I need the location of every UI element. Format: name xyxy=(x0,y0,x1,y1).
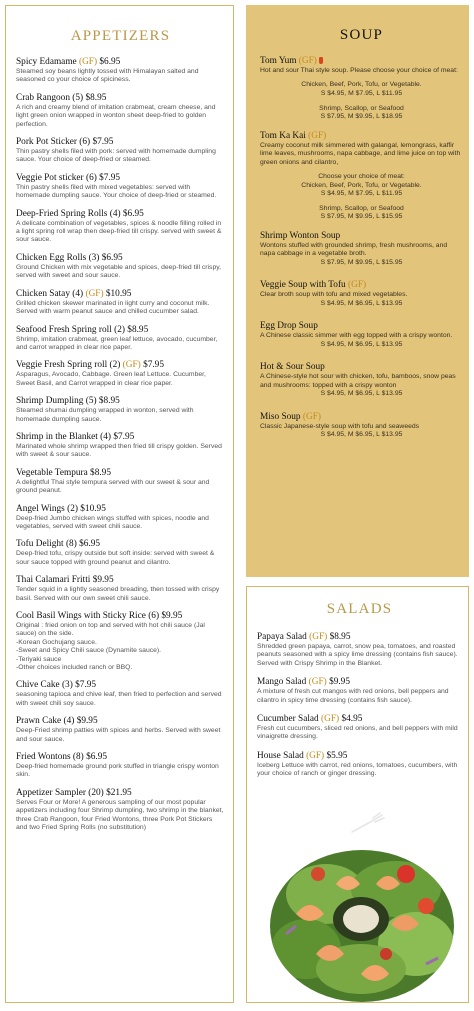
item-heading xyxy=(16,432,225,443)
salads-title: SALADS xyxy=(326,601,393,617)
item-heading xyxy=(16,289,225,300)
item-heading xyxy=(260,412,463,423)
item-heading xyxy=(16,504,225,515)
meat-options: Shrimp, Scallop, or Seafood xyxy=(319,104,404,112)
item-heading xyxy=(16,575,225,586)
item-price: $8.95 xyxy=(85,92,107,103)
item-description: A delicate combination of vegetables, spices & noodle filling rolled in a light spring roll wrap then deep-fried till crispy. served with sweet & sour sauce. xyxy=(16,219,222,244)
item-name: Veggie Fresh Spring roll (2) xyxy=(16,360,121,371)
item-heading xyxy=(16,752,225,763)
item-description: seasoning tapioca and chive leaf, then fried to perfection and served with sweet chili soy sauce. xyxy=(16,691,222,707)
item-description: Steamed shumai dumpling wrapped in wonton, served with homemade dumpling sauce. xyxy=(16,407,194,423)
item-price: $10.95 xyxy=(105,288,132,299)
soup-list xyxy=(260,231,463,440)
appetizer-item xyxy=(16,137,225,165)
appetizer-item xyxy=(16,788,225,833)
item-description: A mixture of fresh cut mangos with red onions, bell peppers and cilantro in spicy time dressing (contains fish sauce). xyxy=(257,688,449,704)
gf-badge: (GF) xyxy=(302,411,321,422)
item-heading xyxy=(16,611,225,622)
item-name: Shrimp Wonton Soup xyxy=(260,230,341,241)
item-description: Grilled chicken skewer marinated in light curry and coconut milk. Served with warm peanut sauce and chilled cucumber salad. xyxy=(16,299,210,316)
item-price: $8.95 xyxy=(90,467,111,478)
item-price: $4.95 xyxy=(341,714,363,725)
item-heading xyxy=(260,280,463,291)
item-heading xyxy=(257,714,462,725)
item-heading xyxy=(257,632,462,643)
appetizer-item xyxy=(16,209,225,245)
soup-item xyxy=(260,321,463,349)
item-name: Vegetable Tempura xyxy=(16,467,88,478)
item-price: $10.95 xyxy=(80,503,106,514)
item-heading xyxy=(257,751,462,762)
item-heading xyxy=(16,253,225,264)
item-heading xyxy=(260,321,463,332)
item-name: Chicken Egg Rolls (3) xyxy=(16,252,100,263)
item-heading xyxy=(16,468,225,479)
soup-item xyxy=(260,280,463,308)
appetizer-item xyxy=(16,289,225,317)
item-heading xyxy=(16,680,225,691)
item-price: $6.95 xyxy=(86,752,108,763)
meat-options: Shrimp, Scallop, or Seafood xyxy=(319,204,404,212)
item-name: Prawn Cake (4) xyxy=(16,716,75,727)
gf-badge: (GF) xyxy=(308,130,327,141)
appetizer-item xyxy=(16,57,225,85)
soup-panel xyxy=(246,5,469,577)
item-price: $21.95 xyxy=(106,787,132,798)
chili-pepper-icon xyxy=(319,57,323,64)
item-price: $8.95 xyxy=(329,632,351,642)
item-name: Papaya Salad xyxy=(257,632,307,642)
item-price: $5.95 xyxy=(326,750,348,761)
item-price: $9.95 xyxy=(76,716,98,727)
item-name: House Salad xyxy=(257,750,304,761)
appetizer-item xyxy=(16,680,225,708)
item-price: S $7.95, M $9.95, L $15.95 xyxy=(320,258,403,266)
item-description: Deep-fried tofu, crispy outside but soft inside: served with sweet & sour sauce topped with ground peanut and cilantro. xyxy=(16,550,215,566)
item-price: $9.95 xyxy=(92,575,114,586)
item-description: Tender squid in a lightly seasoned breading, then tossed with crispy basil. Served with our own sweet chili sauce. xyxy=(16,586,220,602)
item-description: Classic Japanese-style soup with tofu and seaweeds xyxy=(260,422,420,430)
appetizer-item xyxy=(16,539,225,567)
salad-item xyxy=(257,714,462,742)
appetizer-item xyxy=(16,325,225,353)
appetizer-item xyxy=(16,575,225,603)
item-name: Veggie Soup with Tofu xyxy=(260,280,346,291)
item-price: S $4.95, M $6.95, L $13.95 xyxy=(320,340,403,348)
appetizer-item xyxy=(16,360,225,388)
item-price: S $4.95, M $6.95, L $13.95 xyxy=(320,431,403,439)
appetizers-panel xyxy=(5,5,234,1003)
item-description: Thin pastry shells filed with mixed vegetables: served with homemade dumpling sauce. Your choice of deep-fried or steamed. xyxy=(16,183,217,200)
appetizer-item xyxy=(16,716,225,744)
appetizer-item xyxy=(16,396,225,424)
item-price: $7.95 xyxy=(92,137,114,148)
gf-badge: (GF) xyxy=(348,280,367,291)
gf-badge: (GF) xyxy=(306,750,325,761)
item-name: Shrimp Dumpling (5) xyxy=(16,396,97,407)
item-price: $7.95 xyxy=(99,172,121,183)
appetizers-title: APPETIZERS xyxy=(70,28,171,44)
item-price: S $4.95, M $7.95, L $11.95 xyxy=(320,190,403,198)
salad-item xyxy=(257,632,462,668)
item-name: Seafood Fresh Spring roll (2) xyxy=(16,324,125,335)
gf-badge: (GF) xyxy=(309,632,328,642)
item-price: $7.95 xyxy=(143,360,164,371)
soup-item-tom-ka-kai xyxy=(260,131,463,222)
appetizer-item xyxy=(16,253,225,281)
item-description: A Chinese-style hot sour with chicken, tofu, bamboos, snow peas and mushrooms: topped with a crispy wonton xyxy=(260,373,456,389)
soup-item-tom-yum xyxy=(260,56,463,122)
item-description: Deep-fried Jumbo chicken wings stuffed with spices, noodle and vegetables, served with sweet chili sauce. xyxy=(16,514,209,530)
item-price: S $7.95, M $9.95, L $15.95 xyxy=(320,213,403,221)
item-heading xyxy=(260,362,463,373)
gf-badge: (GF) xyxy=(298,56,317,66)
gf-badge: (GF) xyxy=(122,360,141,371)
choose-meat-label: Choose your choice of meat: xyxy=(318,173,405,180)
item-heading xyxy=(16,137,225,148)
item-description: Fresh cut cucumbers, sliced red onions, and bell peppers with mild vinaigrette dressing. xyxy=(257,725,458,741)
gf-badge: (GF) xyxy=(85,288,104,299)
appetizer-item xyxy=(16,504,225,532)
item-price: S $4.95, M $6.95, L $13.95 xyxy=(320,390,403,398)
item-price: S $7.95, M $9.95, L $18.95 xyxy=(320,113,403,121)
item-name: Appetizer Sampler (20) xyxy=(16,787,104,798)
item-name: Cucumber Salad xyxy=(257,714,319,725)
appetizer-item xyxy=(16,752,225,780)
item-name: Veggie Pot sticker (6) xyxy=(16,172,97,183)
item-description: A Chinese classic simmer with egg topped with a crispy wonton. xyxy=(260,332,453,340)
item-price: $6.95 xyxy=(99,57,121,67)
gf-badge: (GF) xyxy=(79,57,98,67)
salads-list xyxy=(257,632,462,779)
item-heading xyxy=(16,173,225,184)
item-name: Chive Cake (3) xyxy=(16,680,73,691)
appetizer-item xyxy=(16,173,225,201)
item-description: Hot and sour Thai style soup. Please choose your choice of meat: xyxy=(260,67,458,74)
item-name: Pork Pot Sticker (6) xyxy=(16,137,91,148)
salad-photo xyxy=(266,834,458,1004)
item-description: A delightful Thai style tempura served with our sweet & sour and ground peanut. xyxy=(16,478,210,495)
soup-title: SOUP xyxy=(339,27,384,43)
item-price: $7.95 xyxy=(75,680,97,691)
item-description: Thin pastry shells filed with pork: served with homemade dumpling sauce. Your choice of deep-fried or steamed. xyxy=(16,148,216,164)
fork-icon xyxy=(348,812,388,836)
item-price: $7.95 xyxy=(113,431,135,442)
item-name: Spicy Edamame xyxy=(16,57,77,67)
item-description: Asparagus, Avocado, Cabbage. Green leaf Lettuce. Cucumber, Sweet Basil, and Carrot wrapped in clear rice paper. xyxy=(16,371,206,387)
item-description: Shrimp, imitation crabmeat, green leaf lettuce, avocado, cucumber, and carrot wrapped in clear rice paper. xyxy=(16,335,218,351)
item-heading xyxy=(16,209,225,220)
item-description: Wontons stuffed with grounded shrimp, fresh mushrooms, and napa cabbage in a vegetable broth. xyxy=(260,241,448,258)
item-heading xyxy=(16,57,225,68)
item-description: Marinated whole shrimp wrapped then fried till crispy golden. Served with sweet & sour sauce. xyxy=(16,442,222,459)
item-heading xyxy=(16,539,225,550)
item-heading xyxy=(16,716,225,727)
item-name: Cool Basil Wings with Sticky Rice (6) xyxy=(16,611,160,621)
item-price: S $4.95, M $7.95, L $11.95 xyxy=(320,90,403,97)
appetizer-item xyxy=(16,468,225,496)
appetizer-item xyxy=(16,93,225,129)
item-name: Egg Drop Soup xyxy=(260,321,318,332)
appetizers-list xyxy=(16,57,225,833)
item-name: Miso Soup xyxy=(260,411,301,422)
item-name: Crab Rangoon (5) xyxy=(16,92,84,103)
item-description: Original : fried onion on top and served with hot chili sauce (Jal sauce) on the side. -Korean Gochujang sauce. -Sweet and Spicy Chili sauce (Dynamite sauce). -Teriyaki sauce -Other choices included ranch or BBQ. xyxy=(16,622,205,672)
item-price: $6.95 xyxy=(101,252,123,263)
item-price: $9.95 xyxy=(161,611,183,621)
soup-item xyxy=(260,412,463,440)
item-name: Hot & Sour Soup xyxy=(260,362,325,373)
item-name: Tom Yum xyxy=(260,56,297,66)
meat-options: Chicken, Beef, Pork, Tofu, or Vegetable. xyxy=(301,181,422,189)
item-description: Steamed soy beans lightly tossed with Himalayan salted and seasoned co your choice of spiciness. xyxy=(16,68,199,84)
item-price: $8.95 xyxy=(98,396,120,407)
item-price: $6.95 xyxy=(122,208,144,219)
item-price: $9.95 xyxy=(329,677,350,688)
item-price: S $4.95, M $6.95, L $13.95 xyxy=(320,299,403,307)
item-heading xyxy=(16,325,225,336)
meat-options: Chicken, Beef, Pork, Tofu, or Vegetable. xyxy=(301,81,422,89)
item-description: A rich and creamy blend of imitation crabmeat, cream cheese, and light green onion wrapped in wonton sheet deep-fried to golden perfection. xyxy=(16,103,216,128)
soup-item xyxy=(260,231,463,267)
item-name: Tofu Delight (8) xyxy=(16,539,77,550)
item-description: Serves Four or More! A generous sampling of our most popular appetizers including four Shrimp dumpling, two shrimp in the blanket, three Crab Rangoon, four Fried Wontons, three Pork Pot Stickers and two Fried Spring Rolls (no substitution) xyxy=(16,798,224,832)
item-heading xyxy=(16,93,225,104)
gf-badge: (GF) xyxy=(321,714,340,725)
item-heading xyxy=(16,788,225,799)
item-description: Clear broth soup with tofu and mixed vegetables. xyxy=(260,291,408,299)
item-heading xyxy=(257,677,462,688)
item-name: Angel Wings (2) xyxy=(16,503,78,514)
item-name: Mango Salad xyxy=(257,677,307,688)
item-heading xyxy=(260,231,463,242)
item-description: Iceberg Lettuce with carrot, red onions, tomatoes, cucumbers, with your choice of ranch or ginger dressing. xyxy=(257,761,458,778)
item-name: Tom Ka Kai xyxy=(260,130,306,141)
item-name: Fried Wontons (8) xyxy=(16,752,84,763)
salad-item xyxy=(257,751,462,779)
item-price: $6.95 xyxy=(79,539,101,550)
item-heading xyxy=(16,396,225,407)
gf-badge: (GF) xyxy=(308,677,327,688)
item-price: $8.95 xyxy=(127,324,149,335)
item-description: Deep-fried homemade ground pork stuffed in triangle crispy wonton skin. xyxy=(16,763,219,779)
item-name: Shrimp in the Blanket (4) xyxy=(16,431,112,442)
item-heading xyxy=(16,360,225,371)
item-description: Deep-Fried shrimp patties with spices and herbs. Served with sweet and sour sauce. xyxy=(16,727,221,743)
item-description: Creamy coconut milk simmered with galangal, lemongrass, kaffir lime leaves, mushrooms, napa cabbage, and lime juice on top with green onions and cilantro, xyxy=(260,141,461,166)
appetizer-item xyxy=(16,432,225,460)
item-name: Chicken Satay (4) xyxy=(16,288,84,299)
item-description: Shredded green papaya, carrot, snow pea, tomatoes, and roasted peanuts seasoned with a spicy lime dressing (contains fish sauce). Served with Crispy Shrimp in the Blanket. xyxy=(257,643,458,667)
appetizer-item xyxy=(16,611,225,672)
salad-item xyxy=(257,677,462,705)
item-name: Deep-Fried Spring Rolls (4) xyxy=(16,208,121,219)
item-description: Ground Chicken with mix vegetable and spices, deep-fried till crispy, served with sweet and sour sauce. xyxy=(16,263,222,280)
soup-item xyxy=(260,362,463,398)
item-name: Thai Calamari Fritti xyxy=(16,575,91,586)
